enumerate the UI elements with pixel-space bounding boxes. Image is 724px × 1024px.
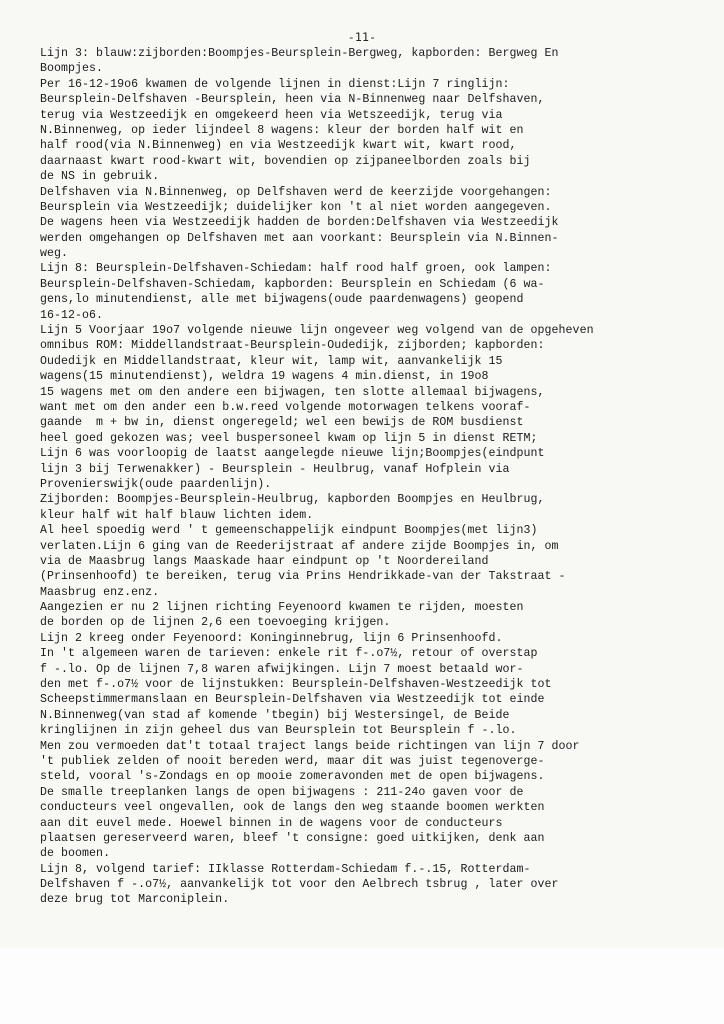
text-line: Beursplein-Delfshaven-Schiedam, kapborden: Beursplein en Schiedam (6 wa- <box>40 277 545 291</box>
text-line: Delfshaven via N.Binnenweg, op Delfshaven werd de keerzijde voorgehangen: <box>40 185 552 199</box>
text-line: want met om den ander een b.w.reed volgende motorwagen telkens vooraf- <box>40 400 531 414</box>
text-line: N.Binnenweg, op ieder lijndeel 8 wagens: kleur der borden half wit en <box>40 123 524 137</box>
text-line: heel goed gekozen was; veel buspersoneel kwam op lijn 5 in dienst RETM; <box>40 431 538 445</box>
text-line: werden omgehangen op Delfshaven met aan voorkant: Beursplein via N.Binnen- <box>40 231 559 245</box>
text-line: 15 wagens met om den andere een bijwagen, ten slotte allemaal bijwagens, <box>40 385 545 399</box>
text-line: Aangezien er nu 2 lijnen richting Feyenoord kwamen te rijden, moesten <box>40 601 524 615</box>
text-line: Per 16-12-19o6 kwamen de volgende lijnen in dienst:Lijn 7 ringlijn: <box>40 77 510 91</box>
text-line: half rood(via N.Binnenweg) en via Westzeedijk kwart wit, kwart rood, <box>40 139 517 153</box>
text-line: steld, vooral 's-Zondags en op mooie zomeravonden met de open bijwagens. <box>40 770 545 784</box>
text-line: de borden op de lijnen 2,6 een toevoeging krijgen. <box>40 616 391 630</box>
text-line: Delfshaven f -.o7½, aanvankelijk tot voor den Aelbrech tsbrug , later over <box>40 878 559 892</box>
text-line: Boompjes. <box>40 62 104 76</box>
text-line: 't publiek zelden of nooit bereden werd, maar dit was juist tegenoverge- <box>40 754 545 768</box>
text-line: kleur half wit half blauw lichten idem. <box>40 508 314 522</box>
text-line: Provenierswijk(oude paardenlijn). <box>40 477 272 491</box>
text-line: Lijn 8, volgend tarief: IIklasse Rotterdam-Schiedam f.-.15, Rotterdam- <box>40 862 531 876</box>
text-line: deze brug tot Marconiplein. <box>40 893 230 907</box>
text-line: Men zou vermoeden dat't totaal traject langs beide richtingen van lijn 7 door <box>40 739 580 753</box>
text-line: Beursplein via Westzeedijk; duidelijker kon 't al niet worden aangegeven. <box>40 200 552 214</box>
text-line: f -.lo. Op de lijnen 7,8 waren afwijkingen. Lijn 7 moest betaald wor- <box>40 662 524 676</box>
page-number: -11- <box>347 30 377 44</box>
text-line: de boomen. <box>40 847 111 861</box>
text-line: N.Binnenweg(van stad af komende 'tbegin) bij Westersingel, de Beide <box>40 708 510 722</box>
text-line: gens,lo minutendienst, alle met bijwagens(oude paardenwagens) geopend <box>40 293 524 307</box>
text-line: Beursplein-Delfshaven -Beursplein, heen via N-Binnenweg naar Delfshaven, <box>40 93 545 107</box>
text-line: (Prinsenhoofd) te bereiken, terug via Prins Hendrikkade-van der Takstraat - <box>40 570 566 584</box>
text-line: Lijn 5 Voorjaar 19o7 volgende nieuwe lijn ongeveer weg volgend van de opgeheven <box>40 324 594 338</box>
typewritten-text <box>40 46 724 908</box>
text-line: kringlijnen in zijn geheel dus van Beursplein tot Beursplein f -.lo. <box>40 724 517 738</box>
text-line: 16-12-o6. <box>40 308 104 322</box>
text-line: Lijn 3: blauw:zijborden:Boompjes-Beursplein-Bergweg, kapborden: Bergweg En <box>40 47 559 60</box>
text-line: Oudedijk en Middellandstraat, kleur wit, lamp wit, aanvankelijk 15 <box>40 354 503 368</box>
text-line: conducteurs veel ongevallen, ook de langs den weg staande boomen werkten <box>40 801 545 815</box>
text-line: terug via Westzeedijk en omgekeerd heen via Wetszeedijk, terug via <box>40 108 503 122</box>
page-bottom-margin <box>0 948 724 1024</box>
text-line: In 't algemeen waren de tarieven: enkele rit f-.o7½, retour of overstap <box>40 647 538 661</box>
text-line: plaatsen gereserveerd waren, bleef 't consigne: goed uitkijken, denk aan <box>40 831 545 845</box>
text-line: Zijborden: Boompjes-Beursplein-Heulbrug, kapborden Boompjes en Heulbrug, <box>40 493 545 507</box>
text-line: weg. <box>40 247 69 261</box>
text-line: via de Maasbrug langs Maaskade haar eindpunt op 't Noordereiland <box>40 554 489 568</box>
text-line: wagens(15 minutendienst), weldra 19 wagens 4 min.dienst, in 19o8 <box>40 370 489 384</box>
text-line: verlaten.Lijn 6 ging van de Reederijstraat af andere zijde Boompjes in, om <box>40 539 559 553</box>
text-line: Lijn 8: Beursplein-Delfshaven-Schiedam: half rood half groen, ook lampen: <box>40 262 552 276</box>
text-line: den met f-.o7½ voor de lijnstukken: Beursplein-Delfshaven-Westzeedijk tot <box>40 678 552 692</box>
text-line: Al heel spoedig werd ' t gemeenschappelijk eindpunt Boompjes(met lijn3) <box>40 524 538 538</box>
text-line: Scheepstimmermanslaan en Beursplein-Delfshaven via Westzeedijk tot einde <box>40 693 545 707</box>
text-line: lijn 3 bij Terwenakker) - Beursplein - Heulbrug, vanaf Hofplein via <box>40 462 510 476</box>
text-line: aan dit euvel mede. Hoewel binnen in de wagens voor de conducteurs <box>40 816 503 830</box>
text-line: Lijn 6 was voorloopig de laatst aangelegde nieuwe lijn;Boompjes(eindpunt <box>40 447 545 461</box>
text-line: Maasbrug enz.enz. <box>40 585 160 599</box>
text-line: daarnaast kwart rood-kwart wit, bovendien op zijpaneelborden zoals bij <box>40 154 531 168</box>
text-line: De smalle treeplanken langs de open bijwagens : 211-24o gaven voor de <box>40 785 524 799</box>
text-line: omnibus ROM: Middellandstraat-Beursplein-Oudedijk, zijborden; kapborden: <box>40 339 545 353</box>
text-line: De wagens heen via Westzeedijk hadden de borden:Delfshaven via Westzeedijk <box>40 216 559 230</box>
text-line: de NS in gebruik. <box>40 170 160 184</box>
text-line: Lijn 2 kreeg onder Feyenoord: Koninginnebrug, lijn 6 Prinsenhoofd. <box>40 631 503 645</box>
text-line: gaande m + bw in, dienst ongeregeld; wel een bewijs de ROM busdienst <box>40 416 524 430</box>
